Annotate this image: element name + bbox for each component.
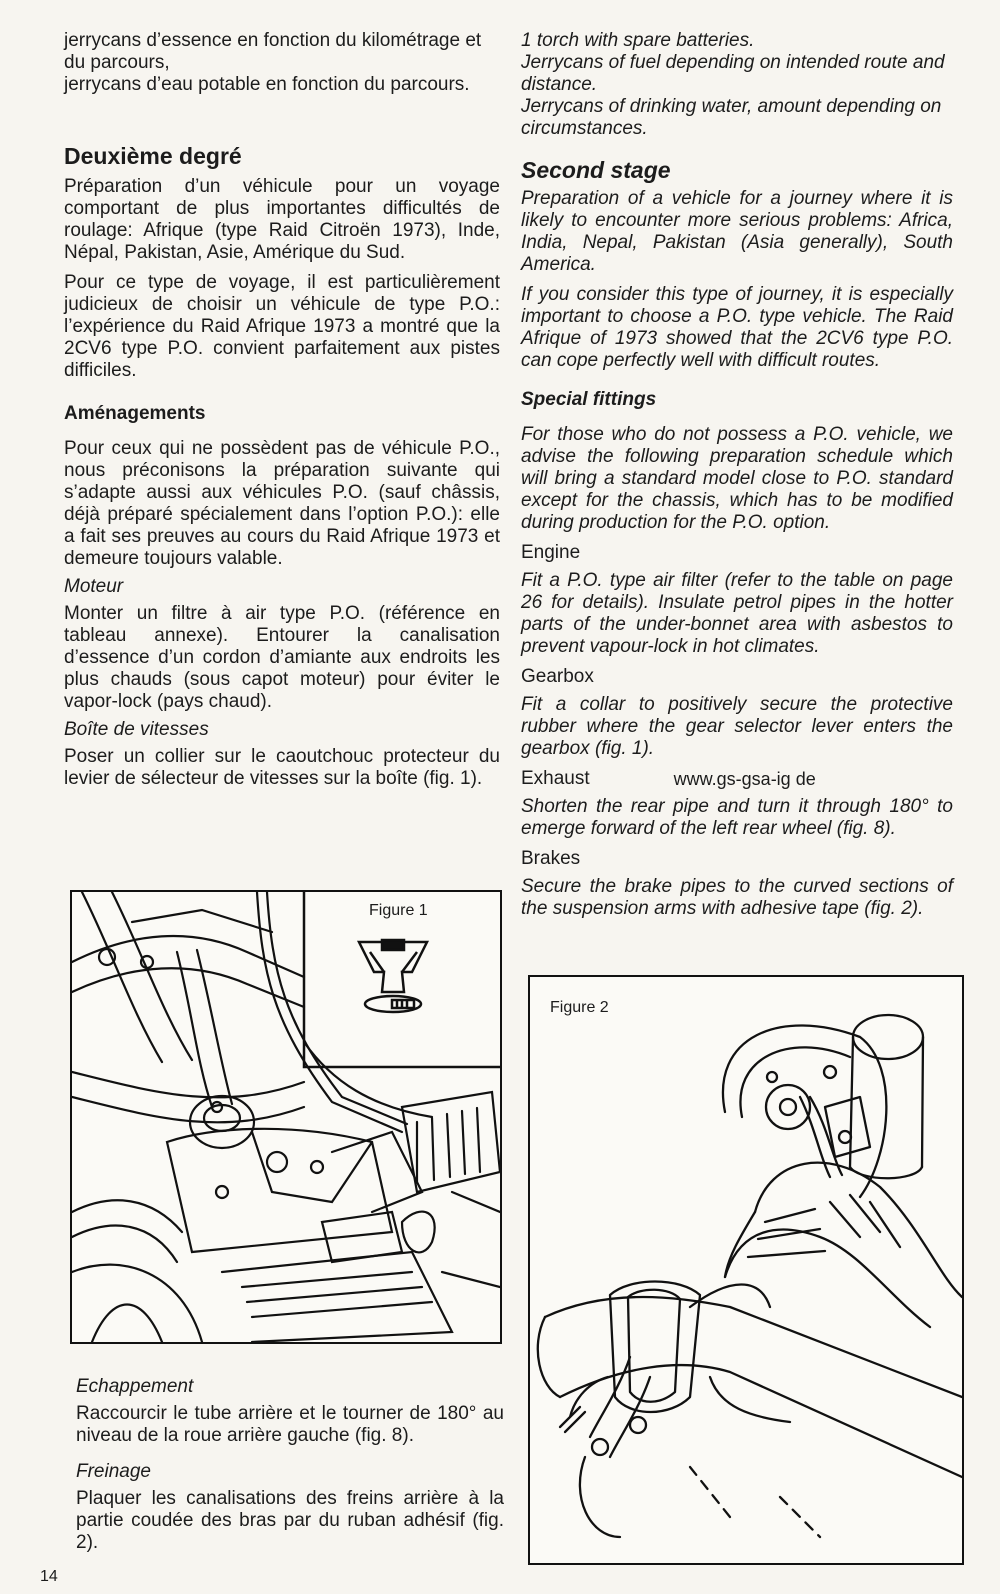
en-gearbox-text: Fit a collar to positively secure the protective rubber where the gear selector lever enters the gearbox (fig. 1).	[521, 694, 953, 759]
fr-moteur-title: Moteur	[64, 576, 124, 597]
fr-freinage-title: Freinage	[76, 1461, 151, 1482]
website-watermark: www.gs-gsa-ig de	[673, 769, 816, 789]
figure-1-label: Figure 1	[369, 902, 428, 919]
en-brakes-text: Secure the brake pipes to the curved sections of the suspension arms with adhesive tape (fig. 2).	[521, 876, 953, 919]
fr-paragraph-3: Pour ceux qui ne possèdent pas de véhicule P.O., nous préconisons la préparation suivante qui s’adapte aussi aux véhicules P.O. (sauf châssis, déjà préparé spécialement dans l’option P.O.): elle a fait ses preuves au cours du Raid Afrique 1973 et demeure toujours valable.	[64, 438, 500, 569]
en-paragraph-1: Preparation of a vehicle for a journey where it is likely to encounter more serious problems: Africa, India, Nepal, Pakistan (Asia generally), South America.	[521, 188, 953, 275]
en-paragraph-2: If you consider this type of journey, it is especially important to choose a P.O. type vehicle. The Raid Afrique of 1973 showed that the 2CV6 type P.O. can cope perfectly well with difficult routes.	[521, 284, 953, 371]
english-column	[521, 30, 953, 920]
fr-paragraph-2: Pour ce type de voyage, il est particulièrement judicieux de choisir un véhicule de type P.O.: l’expérience du Raid Afrique 1973 a montré que la 2CV6 type P.O. convient parfaitement aux pistes difficiles.	[64, 272, 500, 381]
figure-2	[528, 975, 964, 1565]
en-intro-line: Jerrycans of fuel depending on intended route and distance.	[521, 52, 945, 95]
en-subheading: Special fittings	[521, 389, 657, 410]
fr-echappement-title: Echappement	[76, 1376, 194, 1397]
brake-pipe-illustration	[530, 977, 962, 1563]
figure-1	[70, 890, 502, 1344]
engine-illustration	[72, 892, 500, 1342]
en-brakes-title: Brakes	[521, 848, 581, 869]
fr-echappement-text: Raccourcir le tube arrière et le tourner de 180° au niveau de la roue arrière gauche (fig. 8).	[76, 1403, 504, 1446]
fr-intro-line: jerrycans d’eau potable en fonction du parcours.	[64, 74, 470, 95]
fr-paragraph-1: Préparation d’un véhicule pour un voyage comportant de plus importantes difficultés de roulage: Afrique (type Raid Citroën 1973), Inde, Népal, Pakistan, Asie, Amérique du Sud.	[64, 176, 500, 263]
fr-boite-title: Boîte de vitesses	[64, 719, 209, 740]
fr-freinage-text: Plaquer les canalisations des freins arrière à la partie coudée des bras par du ruban adhésif (fig. 2).	[76, 1488, 504, 1553]
en-heading: Second stage	[521, 157, 671, 183]
en-intro-line: 1 torch with spare batteries.	[521, 30, 755, 51]
en-exhaust-title: Exhaust	[521, 768, 590, 789]
french-column-bottom	[76, 1376, 504, 1554]
fr-subheading: Aménagements	[64, 403, 206, 424]
en-exhaust-row	[521, 768, 953, 790]
fr-boite-text: Poser un collier sur le caoutchouc protecteur du levier de sélecteur de vitesses sur la boîte (fig. 1).	[64, 746, 500, 789]
fr-intro-line: jerrycans d’essence en fonction du kilométrage et du parcours,	[64, 30, 482, 73]
en-intro-line: Jerrycans of drinking water, amount depending on circumstances.	[521, 96, 942, 139]
french-column	[64, 30, 500, 790]
fr-moteur-text: Monter un filtre à air type P.O. (référence en tableau annexe). Entourer la canalisation d’essence d’un cordon d’amiante aux endroits les plus chauds (sous capot moteur) pour éviter le vapor-lock (pays chaud).	[64, 603, 500, 712]
en-engine-title: Engine	[521, 542, 581, 563]
en-exhaust-text: Shorten the rear pipe and turn it through 180° to emerge forward of the left rear wheel (fig. 8).	[521, 796, 953, 839]
en-gearbox-title: Gearbox	[521, 666, 594, 687]
en-paragraph-3: For those who do not possess a P.O. vehicle, we advise the following preparation schedule which will bring a standard model close to P.O. standard except for the chassis, which has to be modified during production for the P.O. option.	[521, 424, 953, 533]
en-engine-text: Fit a P.O. type air filter (refer to the table on page 26 for details). Insulate petrol pipes in the hotter parts of the under-bonnet area with asbestos to prevent vapour-lock in hot climates.	[521, 570, 953, 657]
page-number: 14	[40, 1568, 58, 1585]
figure-2-label: Figure 2	[550, 999, 609, 1016]
fr-heading: Deuxième degré	[64, 143, 242, 169]
